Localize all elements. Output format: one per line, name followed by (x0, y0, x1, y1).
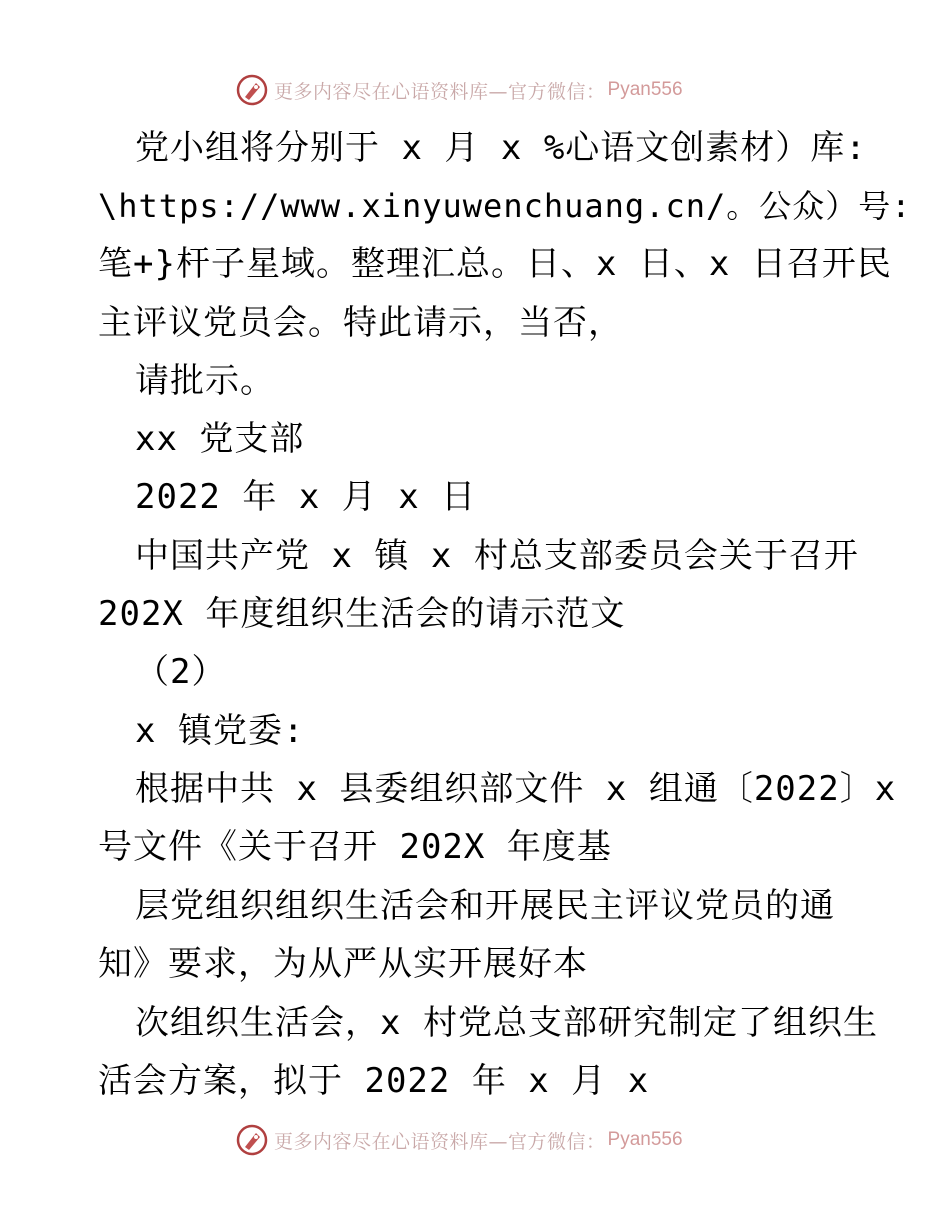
footer-watermark-banner (236, 1122, 683, 1158)
document-title-line: 202X 年度组织生活会的请示范文 (98, 594, 626, 634)
document-title-line: 中国共产党 x 镇 x 村总支部委员会关于召开 (135, 536, 859, 576)
pen-nib-logo-icon (236, 1124, 268, 1156)
body-line: 知》要求，为从严从实开展好本 (98, 944, 588, 984)
body-line: 号文件《关于召开 202X 年度基 (98, 827, 612, 867)
pen-nib-logo-icon (236, 74, 268, 106)
section-number: （2） (135, 652, 227, 692)
body-line: 活会方案，拟于 2022 年 x 月 x (98, 1061, 650, 1101)
body-line: 次组织生活会，x 村党总支部研究制定了组织生 (135, 1003, 878, 1043)
wechat-id: Pyan556 (607, 1129, 683, 1150)
wechat-id: Pyan556 (607, 79, 683, 100)
body-line: 请批示。 (135, 361, 275, 401)
header-watermark-banner (236, 72, 683, 108)
body-line: 主评议党员会。特此请示，当否， (98, 303, 623, 343)
watermark-text: 更多内容尽在心语资料库—官方微信： (274, 80, 606, 103)
addressee: x 镇党委: (135, 711, 305, 751)
body-line: 根据中共 x 县委组织部文件 x 组通〔2022〕x (135, 769, 897, 809)
body-line: \https://www.xinyuwenchuang.cn/。公众）号: (98, 187, 912, 225)
watermark-text: 更多内容尽在心语资料库—官方微信： (274, 1130, 606, 1153)
signature-org: xx 党支部 (135, 419, 305, 459)
signature-date: 2022 年 x 月 x 日 (135, 477, 477, 517)
body-line: 笔+}杆子星域。整理汇总。日、x 日、x 日召开民 (98, 244, 892, 284)
body-line: 党小组将分别于 x 月 x %心语文创素材）库: (135, 128, 867, 168)
body-line: 层党组织组织生活会和开展民主评议党员的通 (135, 886, 835, 926)
